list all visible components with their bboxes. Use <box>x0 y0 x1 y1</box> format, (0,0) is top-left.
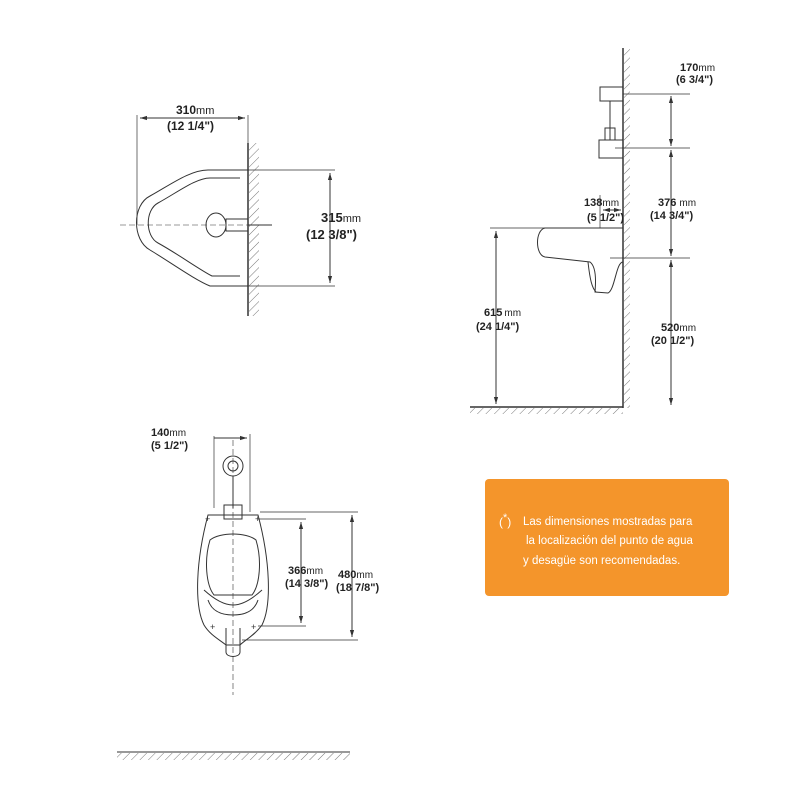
side-view <box>470 48 690 414</box>
front-view-floor-hatch <box>117 753 350 760</box>
side-view-138-inches: (5 1/2") <box>587 212 625 224</box>
top-view <box>120 115 335 316</box>
side-view-170-label: 170mm <box>680 62 716 74</box>
front-view-366-label: 366mm <box>288 565 324 577</box>
side-view-615-label: 615 mm <box>484 307 522 319</box>
front-view <box>198 434 358 695</box>
svg-text:+: + <box>210 622 216 632</box>
side-view-floor-hatch <box>470 408 623 414</box>
svg-text:+: + <box>255 514 261 524</box>
svg-text:+: + <box>251 622 257 632</box>
side-view-bowl <box>538 228 624 293</box>
side-view-376-inches: (14 3/4") <box>650 210 694 222</box>
note-box <box>485 479 729 596</box>
side-view-flush-valve <box>600 87 623 101</box>
side-view-520-inches: (20 1/2") <box>651 335 695 347</box>
top-view-depth-label: 315mm <box>321 210 362 225</box>
note-line-1: Las dimensiones mostradas para <box>523 516 693 528</box>
side-view-wall-hatch <box>624 48 630 408</box>
note-line-3: y desagüe son recomendadas. <box>523 555 681 567</box>
top-view-bowl-outline <box>137 170 249 286</box>
side-view-376-label: 376 mm <box>658 197 697 209</box>
side-view-138-label: 138mm <box>584 197 620 209</box>
front-view-480-label: 480mm <box>338 569 374 581</box>
note-marker: (*) <box>499 512 512 529</box>
front-view-480-inches: (18 7/8") <box>336 582 380 594</box>
note-line-2: la localización del punto de agua <box>526 535 693 547</box>
svg-text:+: + <box>205 514 211 524</box>
front-view-366-inches: (14 3/8") <box>285 578 329 590</box>
side-view-170-inches: (6 3/4") <box>676 74 714 86</box>
top-view-wall-hatch <box>249 143 259 316</box>
top-view-width-label: 310mm <box>176 103 215 117</box>
side-view-spud <box>599 140 623 158</box>
top-view-depth-inches: (12 3/8") <box>306 227 357 242</box>
side-view-615-inches: (24 1/4") <box>476 321 520 333</box>
side-view-520-label: 520mm <box>661 322 697 334</box>
front-view-140-inches: (5 1/2") <box>151 440 189 452</box>
top-view-width-inches: (12 1/4") <box>167 119 215 133</box>
front-view-140-label: 140mm <box>151 427 187 439</box>
